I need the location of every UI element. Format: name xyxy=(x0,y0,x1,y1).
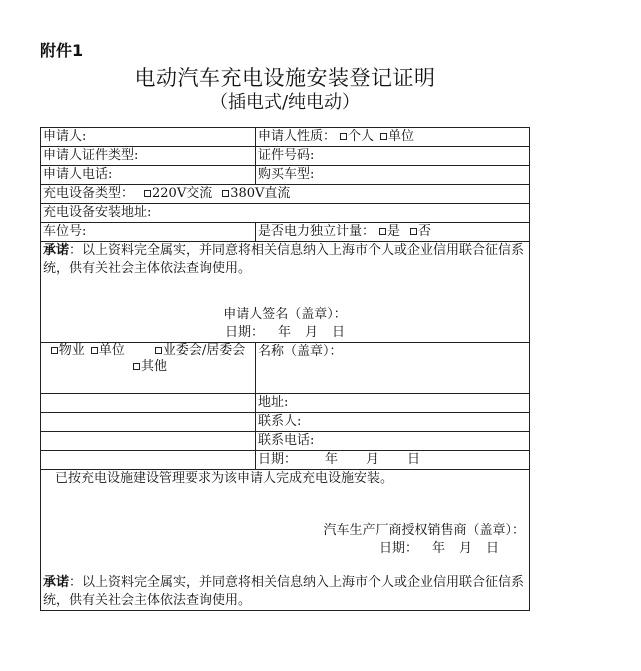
id-type-field[interactable] xyxy=(41,147,256,166)
dealer-date-label: 日期： xyxy=(378,541,418,556)
vehicle-model-label: 购买车型: xyxy=(258,167,315,182)
checkbox-380v-dc[interactable] xyxy=(222,190,229,197)
row-org-contact xyxy=(41,413,530,432)
checkbox-property-mgmt[interactable] xyxy=(51,347,58,354)
option-committee: 业委会/居委会 xyxy=(162,343,246,358)
empty-cell xyxy=(41,432,256,451)
applicant-declaration-cell xyxy=(41,242,530,343)
checkbox-yes[interactable] xyxy=(379,228,386,235)
applicant-type-label: 申请人性质： xyxy=(258,129,337,144)
row-id xyxy=(41,147,530,166)
org-address-field[interactable] xyxy=(256,394,530,413)
row-applicant-declaration xyxy=(41,242,530,343)
option-yes: 是 xyxy=(387,224,401,239)
org-date-month: 月 xyxy=(366,452,380,467)
dealer-signature-label[interactable]: 汽车生产厂商授权销售商（盖章）： xyxy=(323,523,525,538)
checkbox-org-unit[interactable] xyxy=(91,347,98,354)
charger-type-label: 充电设备类型： xyxy=(43,186,135,201)
applicant-field[interactable] xyxy=(41,128,256,147)
checkbox-no[interactable] xyxy=(410,228,417,235)
checkbox-organization[interactable] xyxy=(380,133,387,140)
id-number-label: 证件号码: xyxy=(258,148,315,163)
org-date-field[interactable] xyxy=(256,451,530,470)
dealer-date-year: 年 xyxy=(431,541,445,556)
checkbox-other[interactable] xyxy=(133,363,140,370)
org-date-year: 年 xyxy=(325,452,339,467)
org-name-field[interactable] xyxy=(256,343,530,394)
option-220v-ac: 220V交流 xyxy=(152,186,213,201)
charger-type-field xyxy=(41,185,530,204)
applicant-declaration xyxy=(43,242,527,278)
row-org-address xyxy=(41,394,530,413)
parking-space-label: 车位号: xyxy=(43,224,87,239)
date-day: 日 xyxy=(332,325,346,340)
checkbox-220v-ac[interactable] xyxy=(144,190,151,197)
row-charger-type xyxy=(41,185,530,204)
id-number-field[interactable] xyxy=(256,147,530,166)
option-other: 其他 xyxy=(140,359,167,374)
parking-space-field[interactable] xyxy=(41,223,256,242)
dealer-date-day: 日 xyxy=(485,541,499,556)
final-declaration xyxy=(43,574,527,610)
row-install-address xyxy=(41,204,530,223)
date-month: 月 xyxy=(305,325,319,340)
org-contact-field[interactable] xyxy=(256,413,530,432)
option-property-mgmt: 物业 xyxy=(58,343,85,358)
row-parking xyxy=(41,223,530,242)
org-type-cell xyxy=(41,343,256,394)
date-year: 年 xyxy=(277,325,291,340)
attachment-label: 附件1 xyxy=(40,41,84,60)
checkbox-individual[interactable] xyxy=(340,133,347,140)
applicant-label: 申请人: xyxy=(43,129,87,144)
empty-cell xyxy=(41,413,256,432)
empty-cell xyxy=(41,451,256,470)
phone-field[interactable] xyxy=(41,166,256,185)
applicant-date[interactable] xyxy=(43,324,527,342)
document-title: 电动汽车充电设施安装登记证明 xyxy=(134,66,436,90)
vehicle-model-field[interactable] xyxy=(256,166,530,185)
applicant-signature-block xyxy=(43,278,527,342)
row-applicant xyxy=(41,128,530,147)
independent-metering-label: 是否电力独立计量： xyxy=(258,224,376,239)
dealer-date[interactable] xyxy=(43,540,527,558)
applicant-type-field xyxy=(256,128,530,147)
install-address-label: 充电设备安装地址: xyxy=(43,205,152,220)
applicant-signature-label[interactable]: 申请人签名（盖章）： xyxy=(223,307,347,322)
registration-form xyxy=(40,127,530,611)
declaration-prefix: 承诺 xyxy=(43,243,70,258)
row-org-phone xyxy=(41,432,530,451)
org-date-day: 日 xyxy=(407,452,421,467)
option-380v-dc: 380V直流 xyxy=(230,186,291,201)
declaration-text: ：以上资料完全属实，并同意将相关信息纳入上海市个人或企业信用联合征信系统，供有关社会主体依法查询使用。 xyxy=(43,243,525,276)
document-subtitle: （插电式/纯电动） xyxy=(209,92,361,113)
option-organization: 单位 xyxy=(388,129,415,144)
dealer-date-month: 月 xyxy=(458,541,472,556)
final-declaration-prefix: 承诺 xyxy=(43,575,70,590)
dealer-cell xyxy=(41,470,530,611)
org-contact-label: 联系人: xyxy=(258,414,302,429)
option-org-unit: 单位 xyxy=(98,343,125,358)
org-phone-field[interactable] xyxy=(256,432,530,451)
final-declaration-text: ：以上资料完全属实，并同意将相关信息纳入上海市个人或企业信用联合征信系统，供有关社会主体依法查询使用。 xyxy=(43,575,525,608)
date-label: 日期： xyxy=(224,325,264,340)
install-address-field[interactable] xyxy=(41,204,530,223)
option-no: 否 xyxy=(418,224,432,239)
independent-metering-field xyxy=(256,223,530,242)
option-individual: 个人 xyxy=(348,129,375,144)
row-org-date xyxy=(41,451,530,470)
installation-statement: 已按充电设施建设管理要求为该申请人完成充电设施安装。 xyxy=(55,471,394,486)
phone-label: 申请人电话: xyxy=(43,167,113,182)
org-address-label: 地址: xyxy=(258,395,289,410)
row-dealer xyxy=(41,470,530,611)
org-phone-label: 联系电话: xyxy=(258,433,315,448)
row-phone xyxy=(41,166,530,185)
checkbox-committee[interactable] xyxy=(155,347,162,354)
org-name-label: 名称（盖章）： xyxy=(258,344,343,359)
empty-cell xyxy=(41,394,256,413)
org-date-label: 日期： xyxy=(258,452,298,467)
id-type-label: 申请人证件类型: xyxy=(43,148,139,163)
row-org-name xyxy=(41,343,530,394)
